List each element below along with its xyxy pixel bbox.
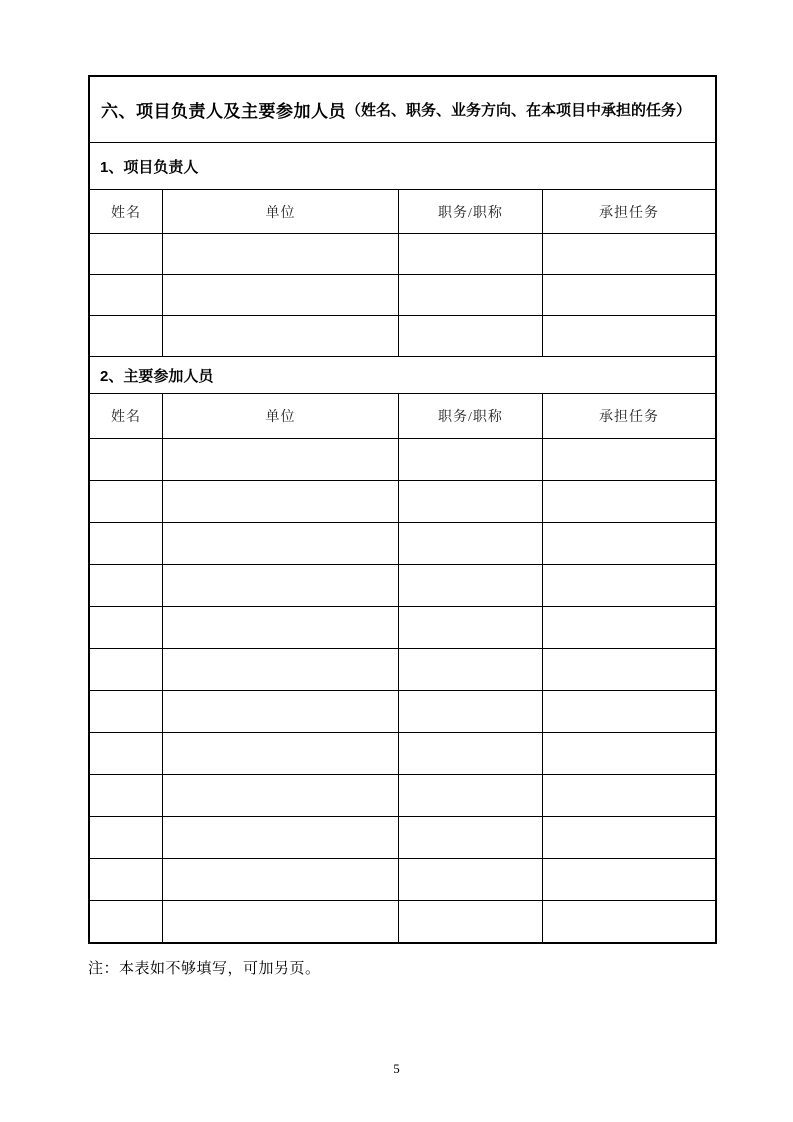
table-row <box>90 315 715 356</box>
empty-cell <box>163 523 399 564</box>
empty-cell <box>163 775 399 816</box>
section-heading: 2、主要参加人员 <box>90 356 715 393</box>
table-row <box>90 233 715 274</box>
empty-cell <box>399 859 543 900</box>
empty-cell <box>543 649 715 690</box>
empty-cell <box>399 607 543 648</box>
empty-cell <box>399 565 543 606</box>
empty-cell <box>90 691 163 732</box>
empty-cell <box>543 691 715 732</box>
column-header: 职务/职称 <box>399 394 543 438</box>
form-note: 注：本表如不够填写，可加另页。 <box>88 961 321 977</box>
empty-cell <box>543 607 715 648</box>
form-sections <box>90 142 715 942</box>
table-row <box>90 732 715 774</box>
empty-cell <box>163 817 399 858</box>
form-title-row <box>90 77 715 142</box>
empty-cell <box>399 275 543 315</box>
form-title: 六、项目负责人及主要参加人员 <box>101 102 346 121</box>
empty-cell <box>399 439 543 480</box>
empty-cell <box>163 691 399 732</box>
empty-cell <box>399 316 543 356</box>
table-row <box>90 522 715 564</box>
column-header: 承担任务 <box>599 205 659 221</box>
empty-cell <box>543 733 715 774</box>
column-header: 职务/职称 <box>399 190 543 233</box>
column-header: 姓名 <box>90 190 163 233</box>
empty-cell <box>543 901 715 942</box>
empty-cell <box>163 275 399 315</box>
empty-cell <box>90 234 163 274</box>
table-row <box>90 774 715 816</box>
empty-cell <box>399 691 543 732</box>
empty-cell <box>399 817 543 858</box>
empty-cell <box>90 859 163 900</box>
empty-cell <box>163 234 399 274</box>
empty-cell <box>163 565 399 606</box>
table-row <box>90 438 715 480</box>
empty-cell <box>90 481 163 522</box>
empty-cell <box>163 649 399 690</box>
table-row <box>90 564 715 606</box>
empty-cell <box>543 275 715 315</box>
empty-cell <box>543 439 715 480</box>
table-row <box>90 274 715 315</box>
empty-cell <box>399 234 543 274</box>
empty-cell <box>543 817 715 858</box>
table-row <box>90 648 715 690</box>
empty-cell <box>543 859 715 900</box>
empty-cell <box>90 901 163 942</box>
column-header: 单位 <box>163 190 399 233</box>
empty-cell <box>399 733 543 774</box>
empty-cell <box>163 607 399 648</box>
column-header: 姓名 <box>90 394 163 438</box>
section-heading: 1、项目负责人 <box>90 142 715 189</box>
empty-cell <box>543 775 715 816</box>
table-row <box>90 858 715 900</box>
empty-cell <box>399 481 543 522</box>
empty-cell <box>399 775 543 816</box>
column-header: 承担任务 <box>599 410 659 425</box>
empty-cell <box>90 733 163 774</box>
table-row <box>90 900 715 942</box>
empty-cell <box>163 733 399 774</box>
table-row <box>90 690 715 732</box>
table-body <box>90 438 715 942</box>
empty-cell <box>543 316 715 356</box>
form-title-note: （姓名、职务、业务方向、在本项目中承担的任务） <box>346 102 692 119</box>
empty-cell <box>399 649 543 690</box>
empty-cell <box>163 901 399 942</box>
empty-cell <box>163 439 399 480</box>
empty-cell <box>90 275 163 315</box>
table-header-row <box>90 393 715 438</box>
table-row <box>90 606 715 648</box>
empty-cell <box>90 523 163 564</box>
page-number: 5 <box>393 1061 400 1076</box>
empty-cell <box>90 607 163 648</box>
empty-cell <box>90 649 163 690</box>
table-body <box>90 233 715 356</box>
empty-cell <box>90 775 163 816</box>
empty-cell <box>399 523 543 564</box>
table-header-row <box>90 189 715 233</box>
empty-cell <box>90 316 163 356</box>
empty-cell <box>90 817 163 858</box>
empty-cell <box>90 439 163 480</box>
empty-cell <box>163 859 399 900</box>
empty-cell <box>163 481 399 522</box>
empty-cell <box>543 565 715 606</box>
empty-cell <box>163 316 399 356</box>
empty-cell <box>399 901 543 942</box>
table-row <box>90 816 715 858</box>
empty-cell <box>543 481 715 522</box>
column-header: 单位 <box>163 394 399 438</box>
table-row <box>90 480 715 522</box>
personnel-form-table <box>88 75 717 944</box>
empty-cell <box>90 565 163 606</box>
empty-cell <box>543 234 715 274</box>
empty-cell <box>543 523 715 564</box>
